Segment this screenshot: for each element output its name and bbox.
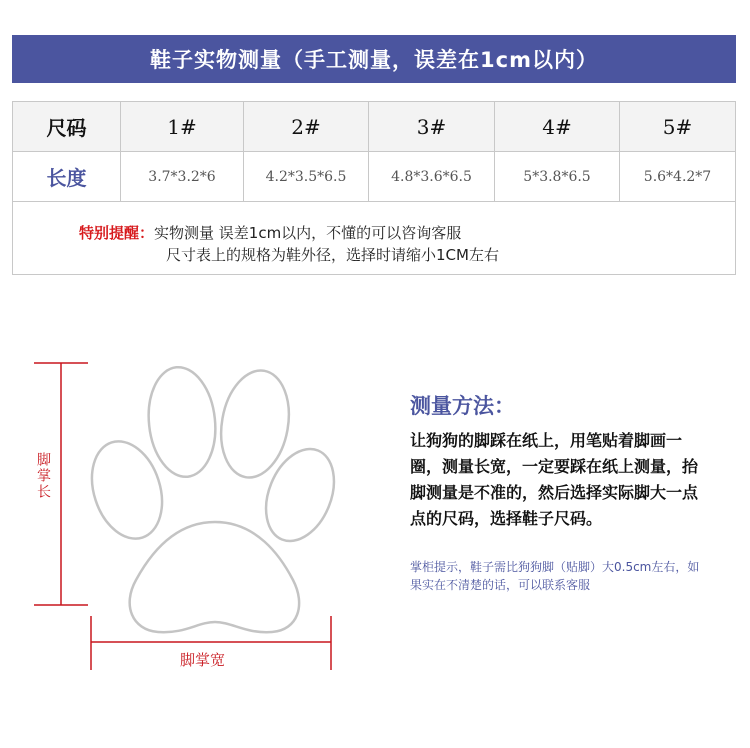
reminder-label: 特别提醒：: [79, 224, 155, 242]
size-cell-5: [620, 102, 735, 151]
reminder-text-2: 尺寸表上的规格为鞋外径，选择时请缩小1CM左右: [166, 246, 499, 264]
size-label: 2#: [291, 114, 321, 139]
paw-print-icon: [80, 364, 347, 632]
length-cell-4: [495, 152, 620, 201]
reminder-text-1: 实物测量 误差1cm以内，不懂的可以咨询客服: [154, 224, 462, 242]
length-value: 3.7*3.2*6: [148, 168, 216, 185]
method-body: 让狗狗的脚踩在纸上，用笔贴着脚画一圈，测量长宽，一定要踩在纸上测量，抬脚测量是不准的，然后选择实际脚大一点点的尺码，选择鞋子尺码。: [410, 431, 699, 528]
palm-width-label: 脚掌宽: [180, 651, 226, 669]
length-value: 5*3.8*6.5: [523, 168, 591, 185]
size-label: 4#: [542, 114, 572, 139]
title-banner: [12, 35, 736, 83]
size-label: 3#: [416, 114, 447, 139]
size-header-label: 尺码: [46, 116, 87, 140]
paw-measure-diagram: [0, 340, 380, 680]
paw-diagram-graphic: [0, 340, 380, 680]
length-value: 4.8*3.6*6.5: [391, 168, 472, 185]
palm-length-label: 脚掌长: [35, 452, 51, 500]
length-value: 4.2*3.5*6.5: [265, 168, 347, 185]
shopkeeper-tip: 掌柜提示，鞋子需比狗狗脚（贴脚）大0.5cm左右，如果实在不清楚的话，可以联系客服: [410, 560, 700, 592]
size-header-cell: [13, 102, 121, 151]
length-cell-2: [244, 152, 369, 201]
size-row: [13, 102, 735, 152]
reminder-line-1: [79, 222, 699, 244]
size-cell-2: [244, 102, 369, 151]
length-row: [13, 152, 735, 202]
length-cell-1: [121, 152, 244, 201]
paw-pad: [130, 522, 299, 632]
banner-title: 鞋子实物测量（手工测量，误差在1cm以内）: [150, 48, 598, 72]
length-cell-5: [620, 152, 735, 201]
length-header-label: 长度: [46, 166, 87, 190]
measurement-method: [410, 390, 730, 594]
size-cell-3: [369, 102, 495, 151]
length-cell-3: [369, 152, 495, 201]
size-cell-4: [495, 102, 620, 151]
size-cell-1: [121, 102, 244, 151]
length-value: 5.6*4.2*7: [643, 168, 712, 185]
method-title: 测量方法：: [410, 394, 515, 418]
paw-toe-center-left: [143, 364, 220, 480]
length-header-cell: [13, 152, 121, 201]
special-reminder: [79, 222, 699, 266]
size-label: 1#: [167, 114, 197, 139]
size-table: [12, 101, 736, 275]
size-label: 5#: [662, 114, 693, 139]
